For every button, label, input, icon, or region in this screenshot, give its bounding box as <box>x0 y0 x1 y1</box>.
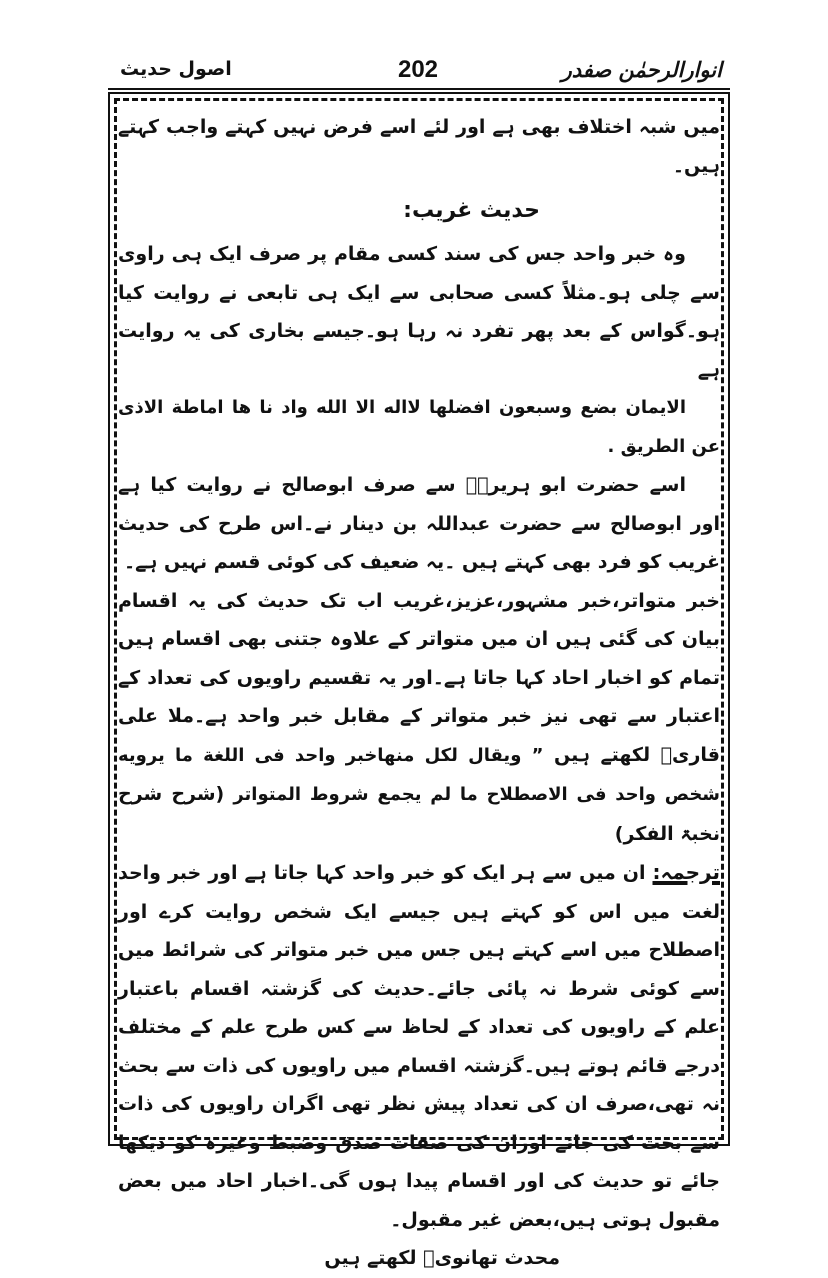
paragraph-translation <box>118 853 720 1239</box>
translation-text: ان میں سے ہر ایک کو خبر واحد کہا جاتا ہے اور خبر واحد لغت میں اس کو کہتے ہیں جیسے ایک شخص روایت کرے اور اصطلاح میں اسے کہتے ہیں جس میں خبر متواتر کی شرائط میں سے کوئی شرط نہ پائی جائے۔حدیث کی گزشتہ اقسام باعتبار علم کے راویوں کی تعداد کے لحاظ سے کس طرح علم کے مختلف درجے قائم ہوتے ہیں۔گزشتہ اقسام میں راویوں کی ذات سے بحث نہ تھی،صرف ان کی تعداد پیش نظر تھی اگران راویوں کی ذات سے بحث کی جائے اوران کی صفات صدق وضبط وغیرہ کو دیکھا جائے تو حدیث کی اور اقسام پیدا ہوں گی۔اخبار احاد میں بعض مقبول ہوتی ہیں،بعض غیر مقبول۔ <box>118 862 720 1231</box>
page-header <box>108 54 728 90</box>
arabic-hadith: الایمان بضع وسبعون افضلها لااله الا الله واد نا ها اماطة الاذی عن الطریق . <box>118 397 720 457</box>
categories-urdu: خبر متواتر،خبر مشہور،عزیز،غریب اب تک حدیث کی یہ اقسام بیان کی گئی ہیں ان میں متواتر کے علاوہ جتنی بھی اقسام ہیں تمام کو اخبار احاد کہا جاتا ہے۔اور یہ تقسیم راویوں کی تعداد کے اعتبار سے تھی نیز خبر متواتر کے مقابل خبر واحد ہے۔ملا علی قاریؒ لکھتے ہیں <box>118 589 720 766</box>
paragraph-continuation: میں شبہ اختلاف بھی ہے اور لئے اسے فرض نہیں کہتے واجب کہتے ہیں۔ <box>118 116 720 177</box>
paragraph-closing: محدث تھانویؒ لکھتے ہیں <box>324 1247 560 1269</box>
section-title: اصول حدیث <box>120 58 232 80</box>
translation-label: ترجمہ: <box>652 860 720 884</box>
categories-arabic-quote: ” ویقال لکل منهاخبر واحد فی اللغة ما یرویه شخص واحد فی الاصطلاح ما لم یجمع شروط المتواتر <box>118 744 720 805</box>
categories-source: (شرح شرح نخبۃ الفکر) <box>118 783 720 845</box>
paragraph-categories <box>118 582 720 854</box>
page-body <box>118 108 720 1278</box>
paragraph-narration: اسے حضرت ابو ہریرہؓ سے صرف ابوصالح نے روایت کیا ہے اور ابوصالح سے حضرت عبداللہ بن دینار نے۔اس طرح کی حدیث غریب کو فرد بھی کہتے ہیں ۔یہ ضعیف کی کوئی قسم نہیں ہے۔ <box>118 474 720 573</box>
book-title: انوارالرحمٰن صفدر <box>561 58 722 82</box>
page-number: 202 <box>397 56 439 83</box>
paragraph-definition: وہ خبر واحد جس کی سند کسی مقام پر صرف ایک ہی راوی سے چلی ہو۔مثلاً کسی صحابی سے ایک ہی تابعی نے روایت کیا ہو۔گواس کے بعد پھر تفرد نہ رہا ہو۔جیسے بخاری کی یہ روایت ہے <box>118 243 720 381</box>
section-heading: حدیث غریب: <box>403 198 540 223</box>
header-rule <box>108 88 730 90</box>
